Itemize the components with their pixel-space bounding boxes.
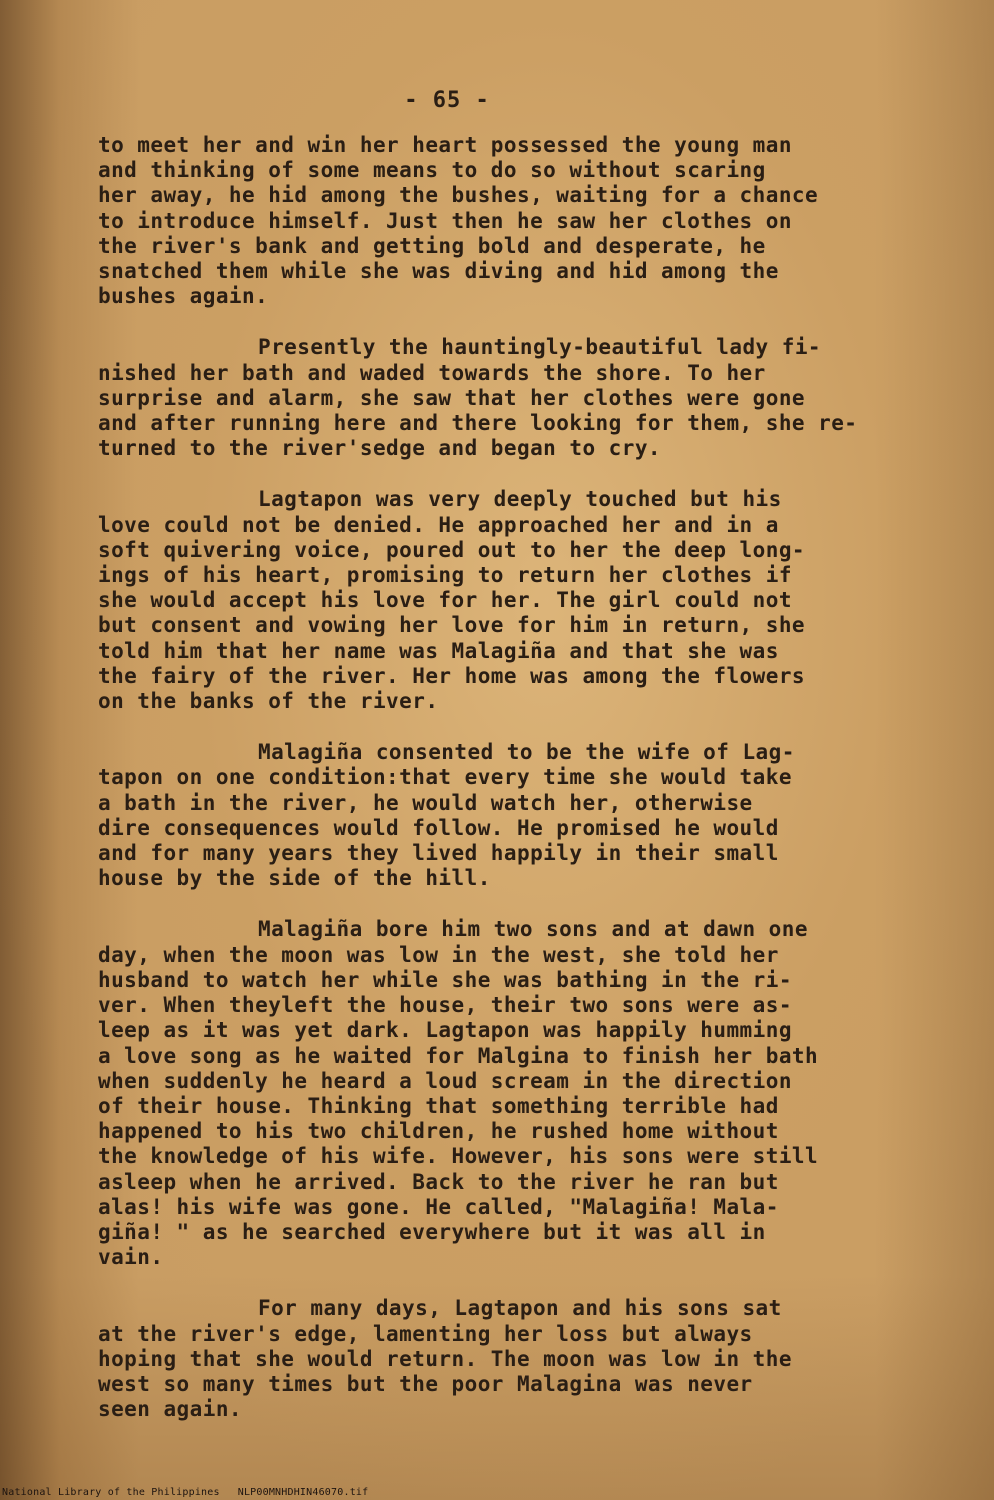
text-line: Presently the hauntingly-beautiful lady fi- bbox=[258, 335, 822, 360]
text-line: snatched them while she was diving and hid among the bbox=[98, 259, 779, 284]
text-line: hoping that she would return. The moon was low in the bbox=[98, 1346, 792, 1371]
text-line: west so many times but the poor Malagina was never bbox=[98, 1371, 753, 1396]
text-line: ings of his heart, promising to return her clothes if bbox=[98, 563, 792, 588]
page-number: - 65 - bbox=[404, 88, 490, 113]
text-line: the knowledge of his wife. However, his sons were still bbox=[98, 1144, 819, 1169]
text-line: Lagtapon was very deeply touched but his bbox=[258, 487, 782, 512]
text-line: the fairy of the river. Her home was among the flowers bbox=[98, 663, 806, 688]
text-line: and thinking of some means to do so without scaring bbox=[98, 158, 766, 183]
text-line: seen again. bbox=[98, 1397, 243, 1422]
text-line: at the river's edge, lamenting her loss but always bbox=[98, 1321, 753, 1346]
footer-library: National Library of the Philippines bbox=[2, 1487, 220, 1498]
paragraph bbox=[98, 487, 958, 714]
text-line: turned to the river'sedge and began to cry. bbox=[98, 436, 662, 461]
text-line: to meet her and win her heart possessed the young man bbox=[98, 133, 792, 157]
text-line: a love song as he waited for Malgina to finish her bath bbox=[98, 1043, 819, 1068]
scan-footer bbox=[2, 1487, 386, 1498]
text-line: and for many years they lived happily in their small bbox=[98, 841, 779, 866]
text-line: Malagiña bore him two sons and at dawn one bbox=[258, 917, 808, 942]
text-line: surprise and alarm, she saw that her clothes were gone bbox=[98, 385, 806, 410]
text-line: soft quivering voice, poured out to her the deep long- bbox=[98, 537, 806, 562]
text-line: giña! " as he searched everywhere but it was all in bbox=[98, 1219, 766, 1244]
text-line: her away, he hid among the bushes, waiting for a chance bbox=[98, 183, 819, 208]
text-line: leep as it was yet dark. Lagtapon was happily humming bbox=[98, 1018, 792, 1043]
text-line: of their house. Thinking that something terrible had bbox=[98, 1093, 779, 1118]
text-line: on the banks of the river. bbox=[98, 689, 439, 714]
text-line: when suddenly he heard a loud scream in the direction bbox=[98, 1068, 792, 1093]
paragraph bbox=[98, 917, 958, 1270]
text-line: happened to his two children, he rushed home without bbox=[98, 1119, 779, 1144]
text-line: dire consequences would follow. He promised he would bbox=[98, 815, 779, 840]
text-line: love could not be denied. He approached her and in a bbox=[98, 512, 779, 537]
text-line: bushes again. bbox=[98, 284, 269, 309]
text-line: Malagiña consented to be the wife of Lag- bbox=[258, 740, 795, 765]
text-line: For many days, Lagtapon and his sons sat bbox=[258, 1296, 782, 1321]
footer-file-id: NLP00MNHDHIN46070.tif bbox=[237, 1487, 369, 1498]
text-line: ver. When theyleft the house, their two sons were as- bbox=[98, 993, 792, 1018]
document-body bbox=[98, 133, 958, 1448]
text-line: tapon on one condition:that every time she would take bbox=[98, 765, 792, 790]
text-line: she would accept his love for her. The girl could not bbox=[98, 588, 792, 613]
paragraph bbox=[98, 335, 958, 461]
text-line: and after running here and there looking for them, she re- bbox=[98, 411, 858, 436]
text-line: day, when the moon was low in the west, she told her bbox=[98, 942, 779, 967]
text-line: husband to watch her while she was bathing in the ri- bbox=[98, 967, 792, 992]
paragraph bbox=[98, 1296, 958, 1422]
text-line: alas! his wife was gone. He called, "Malagiña! Mala- bbox=[98, 1194, 779, 1219]
paragraph bbox=[98, 740, 958, 891]
text-line: asleep when he arrived. Back to the river he ran but bbox=[98, 1169, 779, 1194]
text-line: told him that her name was Malagiña and that she was bbox=[98, 638, 779, 663]
text-line: a bath in the river, he would watch her, otherwise bbox=[98, 790, 753, 815]
text-line: nished her bath and waded towards the shore. To her bbox=[98, 360, 766, 385]
text-line: but consent and vowing her love for him in return, she bbox=[98, 613, 806, 638]
text-line: to introduce himself. Just then he saw her clothes on bbox=[98, 208, 792, 233]
text-line: the river's bank and getting bold and desperate, he bbox=[98, 233, 766, 258]
paragraph bbox=[98, 133, 958, 309]
text-line: house by the side of the hill. bbox=[98, 866, 491, 891]
text-line: vain. bbox=[98, 1245, 164, 1270]
